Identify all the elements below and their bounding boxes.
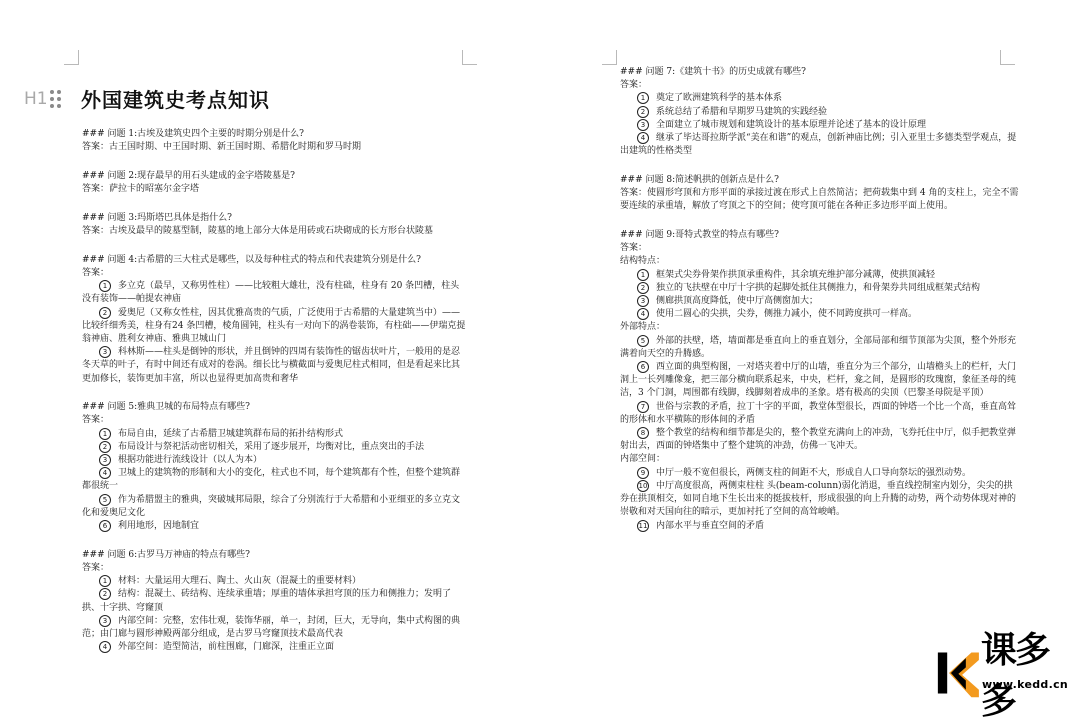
- answer-text: 答案：: [620, 80, 648, 91]
- crop-mark-top-left: [64, 50, 79, 65]
- right-page-content: [620, 66, 1020, 548]
- item-text: 中厅高度很高，两侧束柱柱 头(beam-colunn)弱化消退，垂直线控制室内划分，尖尖的拱券在拱顶相交，如同自地下生长出来的挺拔枝杆，形成很强的向上升腾的动势，两个动势体现对神的崇敬和对天国向往的暗示，更加衬托了空间的高耸峻峭。: [620, 480, 1017, 518]
- item-text: 科林斯——柱头是倒钟的形状，并且倒钟的四周有装饰性的锯齿状叶片，一般用的是忍冬天草的叶子，有时中间还有成对的卷涡。细长比与横截面与爱奥尼柱式相同，但是看起来比其更加修长，装饰更加丰富，所以也显得更加高贵和奢华: [82, 347, 461, 384]
- list-item: [82, 641, 466, 654]
- question-text: ### 问题 9:哥特式教堂的特点有哪些?: [620, 230, 779, 241]
- left-page: [0, 0, 540, 696]
- item-number: 3: [99, 346, 111, 358]
- item-text: 多立克（最早，又称男性柱）——比较粗大雄壮，没有柱础，柱身有 20 条凹槽，柱头没有装饰——帕提农神庙: [82, 281, 460, 305]
- item-text: 外部的扶壁，塔，墙面都是垂直向上的垂直划分，全部局部和细节顶部为尖顶，整个外形充满着向天空的升腾感。: [620, 335, 1017, 359]
- list-item: [82, 280, 466, 306]
- item-number: 3: [99, 615, 111, 627]
- logo-url: www.kedd.cn: [982, 678, 1069, 691]
- qa-section: [82, 254, 466, 386]
- drag-handle-icon[interactable]: [50, 90, 61, 108]
- logo-k-icon: [936, 647, 979, 699]
- item-text: 布局自由，延续了古希腊卫城建筑群布局的拓扑结构形式: [118, 428, 344, 439]
- left-page-content: [82, 128, 466, 670]
- item-text: 爱奥尼（又称女性柱，因其优雅高贵的气质，广泛使用于古希腊的大量建筑当中）——比较纤细秀美，柱身有24 条凹槽，棱角圆钝，柱头有一对向下的涡卷装饰，有柱础——伊瑞克提翁神庙、胜利女神庙、雅典卫城山门: [82, 307, 466, 344]
- item-number: 2: [637, 106, 649, 118]
- item-number: 3: [99, 454, 111, 466]
- qa-section: [620, 229, 1020, 533]
- list-item: [82, 575, 466, 588]
- item-text: 使用二圆心的尖拱，尖券，侧推力减小，使不同跨度拱可一样高。: [656, 309, 918, 320]
- item-text: 材料：大量运用大理石、陶土、火山灰（混凝土的重要材料）: [118, 576, 362, 587]
- item-text: 利用地形，因地制宜: [118, 521, 200, 532]
- question-text: ### 问题 6:古罗马万神庙的特点有哪些?: [82, 549, 250, 560]
- qa-section: [620, 66, 1020, 158]
- item-number: 6: [637, 361, 649, 373]
- item-number: 4: [637, 308, 649, 320]
- item-text: 作为希腊盟主的雅典，突破城邦局限，综合了分别流行于大希腊和小亚细亚的多立克文化和爱奥尼文化: [82, 494, 461, 518]
- group-label: 外部特点：: [620, 322, 666, 333]
- item-text: 世俗与宗教的矛盾，拉丁十字的平面，教堂体型很长，西面的钟塔一个比一个高，垂直高耸的形体和水平横陈的形体间的矛盾: [620, 401, 1017, 425]
- item-number: 2: [99, 441, 111, 453]
- item-text: 中厅一般不宽但很长，两侧支柱的间距不大，形成自人口导向祭坛的强烈动势。: [656, 467, 972, 478]
- qa-section: [620, 174, 1020, 214]
- crop-mark-top-left: [602, 50, 617, 65]
- answer-text: 答案：: [82, 267, 110, 278]
- item-number: 2: [99, 307, 111, 319]
- item-text: 继承了毕达哥拉斯学派“美在和谐”的观点，创新神庙比例；引入亚里士多德类型学观点，提出建筑的性格类型: [620, 133, 1017, 157]
- item-text: 系统总结了希腊和早期罗马建筑的实践经验: [656, 106, 828, 117]
- item-number: 4: [99, 641, 111, 653]
- list-item: [82, 441, 466, 454]
- question-text: ### 问题 4:古希腊的三大柱式是哪些，以及每种柱式的特点和代表建筑分别是什么?: [82, 254, 421, 265]
- list-item: [620, 132, 1020, 158]
- list-item: [620, 308, 1020, 321]
- list-item: [620, 401, 1020, 427]
- list-item: [620, 467, 1020, 480]
- answer-text: 答案：: [82, 415, 110, 426]
- item-number: 1: [99, 280, 111, 292]
- item-text: 西立面的典型构图，一对塔夹着中厅的山墙，垂直分为三个部分，山墙檐头上的栏杆，大门洞上一长列雕像龛，把三部分横向联系起来，中央，栏杆，龛之间，是圆形的玫瑰窗，象征圣母的纯洁，3 个门洞，周围都有线脚，线脚刻着成串的圣象。塔有极高的尖顶（巴黎圣母院是平顶）: [620, 362, 1017, 399]
- question-text: ### 问题 7:《建筑十书》的历史成就有哪些?: [620, 67, 806, 77]
- list-item: [82, 588, 466, 614]
- item-text: 全面建立了城市规划和建筑设计的基本原理并论述了基本的设计原理: [656, 119, 927, 130]
- list-item: [620, 106, 1020, 119]
- question-text: ### 问题 8:简述帆拱的创新点是什么?: [620, 174, 779, 185]
- list-item: [620, 480, 1020, 520]
- item-number: 11: [638, 521, 648, 530]
- heading-level-marker: H1: [24, 88, 48, 109]
- answer-text: 答案：: [620, 243, 648, 254]
- item-number: 3: [637, 295, 649, 307]
- right-page: [540, 0, 1080, 696]
- list-item: [620, 282, 1020, 295]
- item-number: 4: [637, 132, 649, 144]
- list-item: [620, 92, 1020, 105]
- qa-section: [82, 170, 466, 196]
- item-number: 3: [637, 119, 649, 131]
- item-text: 外部空间：造型简洁，前柱围廊，门廊深，注重正立面: [118, 642, 335, 653]
- item-number: 6: [99, 520, 111, 532]
- item-number: 1: [99, 428, 111, 440]
- answer-text: 答案：使圆形穹顶和方形平面的承接过渡在形式上自然简洁；把荷载集中到 4 角的支柱上，完全不需要连续的承重墙，解放了穹顶之下的空间；使穹顶可能在各种正多边形平面上使用。: [620, 188, 1019, 212]
- list-item: [82, 494, 466, 520]
- list-item: [620, 295, 1020, 308]
- item-number: 2: [99, 588, 111, 600]
- item-number: 1: [637, 92, 649, 104]
- list-item: [620, 520, 1020, 533]
- answer-text: 答案：: [82, 562, 110, 573]
- item-number: 1: [637, 269, 649, 281]
- item-number: 5: [637, 335, 649, 347]
- list-item: [82, 615, 466, 641]
- item-text: 卫城上的建筑物的形制和大小的变化，柱式也不同，每个建筑都有个性，但整个建筑群都很统一: [82, 468, 461, 492]
- list-item: [82, 520, 466, 533]
- list-item: [620, 119, 1020, 132]
- list-item: [620, 427, 1020, 453]
- qa-section: [82, 128, 466, 154]
- list-item: [82, 467, 466, 493]
- item-number: 8: [637, 427, 649, 439]
- item-text: 结构：混凝土、砖结构、连续承重墙；厚重的墙体承担穹顶的压力和侧推力；发明了拱、十字拱、穹窿顶: [82, 589, 452, 613]
- list-item: [620, 269, 1020, 282]
- question-text: ### 问题 3:玛斯塔巴具体是指什么?: [82, 212, 232, 223]
- list-item: [82, 428, 466, 441]
- item-number: 2: [637, 282, 649, 294]
- answer-text: 答案：萨拉卡的昭塞尔金字塔: [82, 184, 200, 195]
- qa-section: [82, 401, 466, 533]
- qa-section: [82, 212, 466, 238]
- item-number: 1: [99, 575, 111, 587]
- answer-text: 答案：古王国时期、中王国时期、新王国时期、希腊化时期和罗马时期: [82, 142, 362, 153]
- item-number: 5: [99, 494, 111, 506]
- logo-name: 课多多: [980, 630, 1049, 722]
- list-item: [82, 454, 466, 467]
- question-text: ### 问题 1:古埃及建筑史四个主要的时期分别是什么?: [82, 129, 304, 139]
- list-item: [82, 346, 466, 386]
- list-item: [620, 335, 1020, 361]
- list-item: [82, 307, 466, 347]
- answer-text: 答案：古埃及最早的陵墓型制，陵墓的地上部分大体是用砖或石块砌成的长方形台状陵墓: [82, 226, 434, 237]
- item-text: 整个教堂的结构和细节都是尖的，整个教堂充满向上的冲劲，飞券托住中厅，似手把教堂弹射出去，西面的钟塔集中了整个建筑的冲劲，仿佛一飞冲天。: [620, 428, 1017, 452]
- kedd-logo: [936, 622, 1076, 722]
- qa-section: [82, 549, 466, 655]
- question-text: ### 问题 2:现存最早的用石头建成的金字塔陵墓是?: [82, 170, 295, 181]
- item-text: 根据功能进行流线设计（以人为本）: [118, 455, 263, 466]
- item-number: 7: [637, 401, 649, 413]
- item-text: 布局设计与祭祀活动密切相关，采用了逐步展开，均衡对比，重点突出的手法: [118, 441, 425, 452]
- item-text: 奠定了欧洲建筑科学的基本体系: [656, 93, 783, 104]
- document-title: 外国建筑史考点知识: [81, 88, 270, 112]
- item-number: 4: [99, 467, 111, 479]
- item-text: 内部空间：完整，宏伟壮观，装饰华丽，单一，封闭，巨大，无导向，集中式构图的典范；由门廊与圆形神殿两部分组成，是古罗马穹窿顶技术最高代表: [82, 615, 461, 639]
- item-number: 9: [637, 467, 649, 479]
- heading-row: [24, 84, 270, 113]
- question-text: ### 问题 5:雅典卫城的布局特点有哪些?: [82, 402, 250, 413]
- item-text: 内部水平与垂直空间的矛盾: [656, 520, 765, 531]
- group-label: 内部空间：: [620, 454, 666, 465]
- item-text: 框架式尖券骨架作拱顶承重构件，其余填充维护部分减薄，使拱顶减轻: [656, 269, 936, 280]
- crop-mark-top-right: [462, 50, 477, 65]
- crop-mark-top-right: [1000, 50, 1015, 65]
- group-label: 结构特点：: [620, 256, 666, 267]
- item-number: 10: [638, 481, 648, 490]
- list-item: [620, 361, 1020, 401]
- item-text: 独立的飞扶壁在中厅十字拱的起脚处抵住其侧推力，和骨架券共同组成框架式结构: [656, 282, 981, 293]
- item-text: 侧廊拱顶高度降低，使中厅高侧窗加大；: [656, 296, 819, 307]
